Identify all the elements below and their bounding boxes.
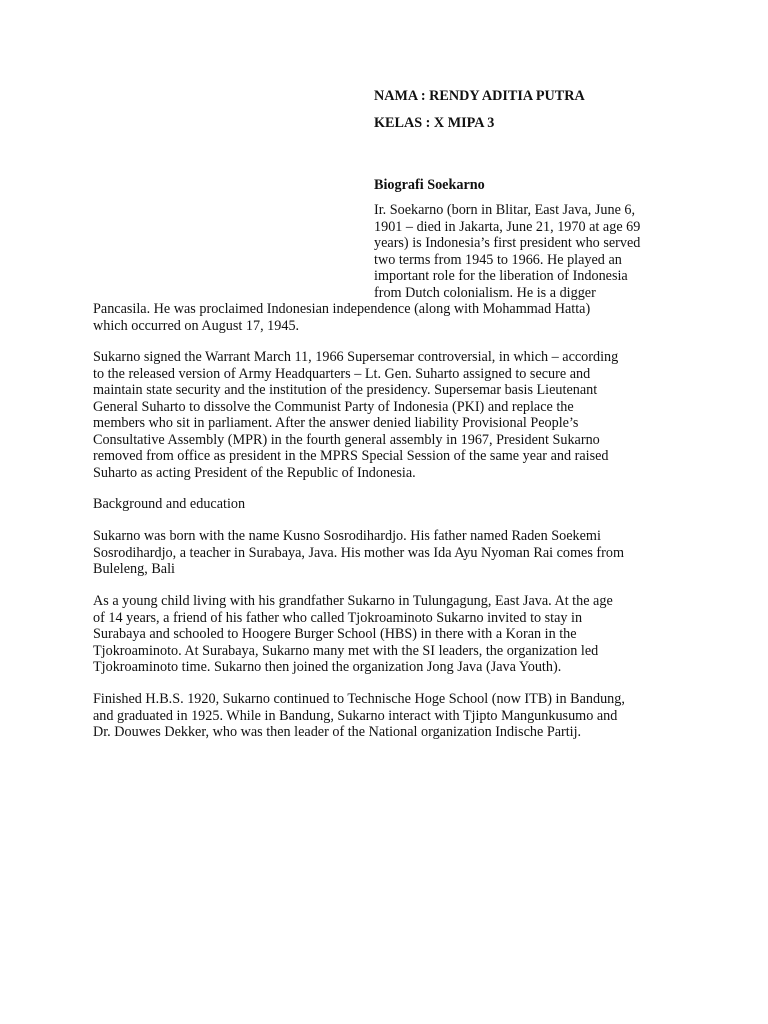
text-line: Sukarno signed the Warrant March 11, 1966 Supersemar controversial, in which – according [93, 349, 619, 365]
text-line: maintain state security and the institution of the presidency. Supersemar basis Lieutenant [93, 382, 598, 398]
text-line: important role for the liberation of Indonesia [374, 268, 628, 284]
text-line: members who sit in parliament. After the answer denied liability Provisional People’s [93, 415, 579, 431]
paragraph-supersemar [93, 349, 683, 481]
text-line: Sosrodihardjo, a teacher in Surabaya, Java. His mother was Ida Ayu Nyoman Rai comes from [93, 544, 624, 561]
student-class: KELAS : X MIPA 3 [374, 115, 495, 131]
text-line: 1901 – died in Jakarta, June 21, 1970 at age 69 [374, 218, 641, 235]
text-line: years) is Indonesia’s first president who served [374, 235, 641, 251]
text-line: Consultative Assembly (MPR) in the fourth general assembly in 1967, President Sukarno [93, 431, 600, 448]
text-line: removed from office as president in the MPRS Special Session of the same year and raised [93, 448, 609, 464]
text-line: Ir. Soekarno (born in Blitar, East Java, June 6, [374, 202, 636, 218]
intro-full-block [93, 301, 683, 334]
text-line: Surabaya and schooled to Hoogere Burger School (HBS) in there with a Koran in the [93, 626, 577, 642]
section-heading-background [93, 496, 683, 513]
text-line: Tjokroaminoto time. Sukarno then joined the organization Jong Java (Java Youth). [93, 659, 562, 675]
text-line: Finished H.B.S. 1920, Sukarno continued to Technische Hoge School (now ITB) in Bandung, [93, 691, 625, 707]
student-name: NAMA : RENDY ADITIA PUTRA [374, 88, 585, 104]
text-line: Buleleng, Bali [93, 561, 175, 577]
text-line: to the released version of Army Headquarters – Lt. Gen. Suharto assigned to secure and [93, 365, 591, 382]
text-line: As a young child living with his grandfather Sukarno in Tulungagung, East Java. At the age [93, 593, 613, 609]
text-line: of 14 years, a friend of his father who called Tjokroaminoto Sukarno invited to stay in [93, 609, 583, 626]
paragraph-education [93, 691, 683, 741]
text-line: Pancasila. He was proclaimed Indonesian independence (along with Mohammad Hatta) [93, 301, 591, 317]
text-line: Tjokroaminoto. At Surabaya, Sukarno many met with the SI leaders, the organization led [93, 642, 599, 659]
intro-indented-block [374, 202, 674, 301]
text-line: Dr. Douwes Dekker, who was then leader of the National organization Indische Partij. [93, 724, 582, 740]
paragraph-childhood [93, 593, 683, 676]
text-line: two terms from 1945 to 1966. He played an [374, 251, 622, 268]
document-title: Biografi Soekarno [374, 177, 485, 193]
text-line: from Dutch colonialism. He is a digger [374, 284, 596, 301]
paragraph-birth [93, 528, 683, 578]
text-line: Sukarno was born with the name Kusno Sosrodihardjo. His father named Raden Soekemi [93, 528, 601, 544]
text-line: Suharto as acting President of the Republic of Indonesia. [93, 464, 416, 481]
text-line: Background and education [93, 496, 246, 512]
text-line: and graduated in 1925. While in Bandung, Sukarno interact with Tjipto Mangunkusumo and [93, 707, 618, 724]
text-line: which occurred on August 17, 1945. [93, 317, 300, 334]
text-line: General Suharto to dissolve the Communist Party of Indonesia (PKI) and replace the [93, 398, 574, 415]
